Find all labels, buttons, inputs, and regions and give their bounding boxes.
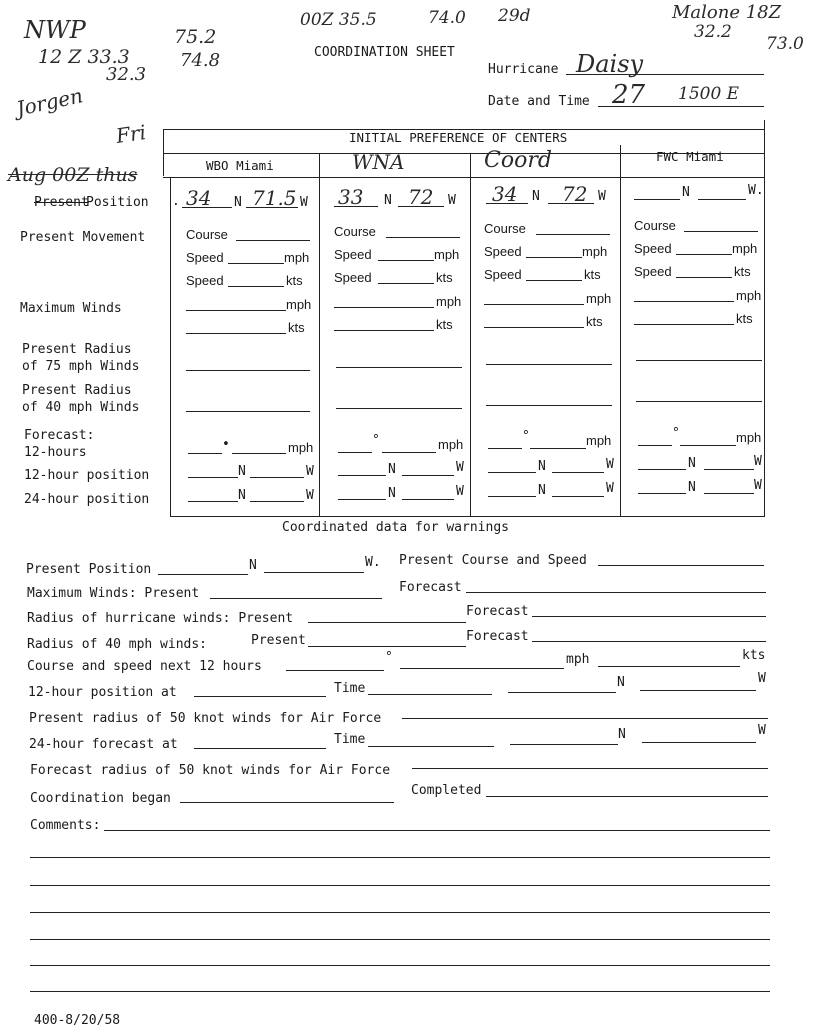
row-label-forecast-a: Forecast: xyxy=(24,428,95,443)
note-nwp: NWP xyxy=(24,16,86,44)
form-title: COORDINATION SHEET xyxy=(314,45,455,60)
row-label-12h-position: 12-hour position xyxy=(24,468,150,483)
note-top-center-b: 74.0 xyxy=(428,8,466,28)
label-coordination-began: Coordination began xyxy=(30,791,171,806)
note-initials: Jorgen xyxy=(14,83,85,121)
row-label-radius75-b: of 75 mph Winds xyxy=(22,359,140,374)
dot-mark: . xyxy=(172,194,180,209)
coord-lon: 72 xyxy=(562,182,588,206)
note-aug: Aug 00Z thus xyxy=(8,164,138,186)
note-fri: Fri xyxy=(114,120,148,148)
form-number: 400-8/20/58 xyxy=(34,1013,121,1028)
coordinated-title: Coordinated data for warnings xyxy=(282,520,509,535)
wbo-lat: 34 xyxy=(186,186,212,210)
col-fwc-miami: FWC Miami xyxy=(656,149,724,164)
row-label-radius40-b: of 40 mph Winds xyxy=(22,400,140,415)
note-malone: Malone 18Z xyxy=(672,2,782,23)
col-wna: WNA xyxy=(352,150,405,174)
time-value: 1500 E xyxy=(678,84,740,104)
note-nwp-row2: 32.3 xyxy=(106,64,147,85)
label-12h-position-at: 12-hour position at xyxy=(28,685,177,700)
col-coord: Coord xyxy=(484,148,552,173)
note-nwp-row2b: 74.8 xyxy=(180,50,221,71)
hurricane-label: Hurricane xyxy=(488,62,559,77)
note-top-center-c: 29d xyxy=(498,6,531,26)
label-course-speed-12: Course and speed next 12 hours xyxy=(27,659,262,674)
label-radius40: Radius of 40 mph winds: xyxy=(27,637,208,652)
wbo-lon: 71.5 xyxy=(252,186,297,210)
coord-lat: 34 xyxy=(492,182,518,206)
hurricane-name: Daisy xyxy=(576,50,644,78)
row-label-present-struck: Present xyxy=(34,195,89,210)
date-value: 27 xyxy=(612,80,646,110)
note-nwp-row1: 12 Z 33.3 xyxy=(38,46,130,68)
row-label-24h-position: 24-hour position xyxy=(24,492,150,507)
row-label-maximum-winds: Maximum Winds xyxy=(20,301,122,316)
row-label-radius75-a: Present Radius xyxy=(22,342,132,357)
row-label-forecast-b: 12-hours xyxy=(24,445,87,460)
label-radius50-present: Present radius of 50 knot winds for Air Force xyxy=(29,711,382,726)
note-nwp-row1b: 75.2 xyxy=(174,26,217,48)
label-max-winds-present: Maximum Winds: Present xyxy=(27,586,200,601)
date-time-label: Date and Time xyxy=(488,94,590,109)
label-24h-forecast-at: 24-hour forecast at xyxy=(29,737,178,752)
note-malone-lat: 32.2 xyxy=(694,22,732,42)
label-present-position: Present Position xyxy=(26,562,152,577)
row-label-position: Position xyxy=(86,195,149,210)
row-label-radius40-a: Present Radius xyxy=(22,383,132,398)
note-malone-lon: 73.0 xyxy=(766,34,804,54)
row-label-present-movement: Present Movement xyxy=(20,230,146,245)
col-wbo-miami: WBO Miami xyxy=(206,158,274,173)
label-radius-hurricane: Radius of hurricane winds: Present xyxy=(27,611,294,626)
table-title: INITIAL PREFERENCE OF CENTERS xyxy=(349,130,568,145)
wna-lon: 72 xyxy=(408,185,434,209)
note-top-center: 00Z 35.5 xyxy=(300,10,377,30)
label-present-course-speed: Present Course and Speed xyxy=(399,553,587,568)
wna-lat: 33 xyxy=(338,185,364,209)
label-comments: Comments: xyxy=(30,818,101,833)
label-radius50-forecast: Forecast radius of 50 knot winds for Air Force xyxy=(30,763,391,778)
